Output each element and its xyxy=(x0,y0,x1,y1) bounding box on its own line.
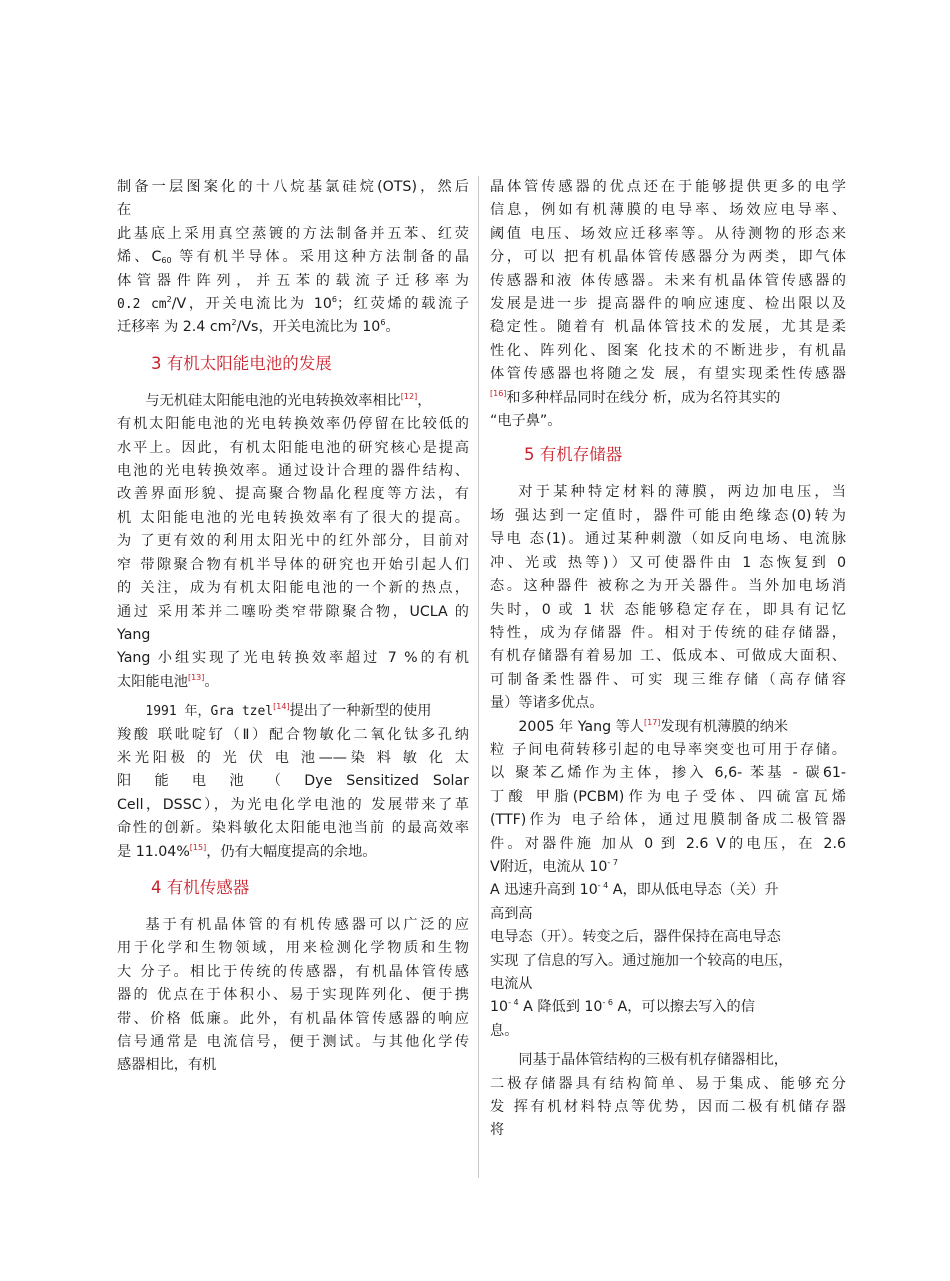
section-heading-4: 4 有机传感器 xyxy=(151,877,250,897)
citation-ref: [13] xyxy=(187,672,205,682)
text-line: Yang 小组实现了光电转换效率超过 7 %的有机 xyxy=(117,650,469,667)
text-line: 信息，例如有机薄膜的电导率、场效应电导率、 xyxy=(490,202,846,219)
text-line: 与无机硅太阳能电池的光电转换效率相比[12]， xyxy=(145,391,432,409)
text-line: 体 管 器 件 阵 列 ， 并 五 苯 的 载 流 子 迁 移 率 为 xyxy=(117,272,469,289)
text-line: “电子鼻”。 xyxy=(490,413,562,430)
text-line: 电池的光电转换效率。通过设计合理的器件结构、 xyxy=(117,463,469,480)
text-line: A 迅速升高到 $10^{- 4}$ A，即从低电导态（关）升 xyxy=(490,881,779,899)
text-line: 发 挥有机材料特点等优势，因而二极有机储存器 xyxy=(490,1099,846,1116)
citation-ref: [15] xyxy=(189,842,207,852)
text-line: 有机太阳能电池的光电转换效率仍停留在比较低的 xyxy=(117,416,469,433)
text-line: 实现 了信息的写入。通过施加一个较高的电压， xyxy=(490,952,793,969)
text-line: 量）等诸多优点。 xyxy=(490,695,604,712)
text-line: 太阳能电池[13]。 xyxy=(117,672,219,690)
text-line: 器的 优点在于体积小、易于实现阵列化、便于携 xyxy=(117,987,469,1004)
text-line: 制备一层图案化的十八烷基氯硅烷(OTS)，然后 xyxy=(117,179,469,195)
text-line: 高到高 xyxy=(490,905,533,922)
text-line: 羧酸 联吡啶钌（Ⅱ）配合物敏化二氧化钛多孔纳 xyxy=(117,726,469,743)
text-line: 对于某种特定材料的薄膜，两边加电压，当 xyxy=(518,484,846,501)
text-line: 0.2 $cm^2/V$，开关电流比为 $10^6$；红荧烯的载流子 xyxy=(117,295,469,313)
text-line: 稳定性。随着有 机晶体管技术的发展，尤其是柔 xyxy=(490,319,846,336)
text-line: 丁酸 甲脂(PCBM)作为电子受体、四硫富瓦烯 xyxy=(490,788,846,805)
text-line: Yang xyxy=(117,626,151,643)
citation-ref: [16] xyxy=(490,388,507,398)
text-line: 发展是进一步 提高器件的响应速度、检出限以及 xyxy=(490,296,846,313)
text-line: 迁移率 为 2.4 $cm^2/Vs$，开关电流比为 $10^6$。 xyxy=(117,318,400,336)
left-column xyxy=(117,176,469,1078)
text-line: 米光阳极 的 光 伏 电 池——染 料 敏 化 太 xyxy=(117,749,469,766)
text-line: 导电 态(1)。通过某种刺激（如反向电场、电流脉 xyxy=(490,531,846,548)
text-line: 电导态（开）。转变之后，器件保持在高电导态 xyxy=(490,929,781,946)
text-line: 将 xyxy=(490,1122,505,1139)
text-line: 冲、光或 热等)）又可使器件由 1 态恢复到 0 xyxy=(490,554,846,571)
text-line: 阈值 电压、场效应迁移率等。从待测物的形态来 xyxy=(490,225,846,242)
text-line: 息。 xyxy=(490,1022,519,1039)
text-line: 粒 子间电荷转移引起的电导率突变也可用于存储。 xyxy=(490,741,846,758)
text-line: 烯、$C_{60}$ 等有机半导体。采用这种方法制备的晶 xyxy=(117,249,469,266)
text-line: [16]和多种样品同时在线分 析，成为名符其实的 xyxy=(490,388,781,406)
citation-ref: [17] xyxy=(644,717,661,727)
text-line: 性化、阵列化、图案 化技术的不断进步，有机晶 xyxy=(490,342,846,359)
text-line: 电流从 xyxy=(490,976,533,992)
text-line: 晶体管传感器的优点还在于能够提供更多的电学 xyxy=(490,179,846,195)
text-line: 基于有机晶体管的有机传感器可以广泛的应 xyxy=(145,916,469,933)
text-line: 特性，成为存储器 件。相对于传统的硅存储器， xyxy=(490,624,846,641)
text-line: 命性的创新。染料敏化太阳能电池当前 的最高效率 xyxy=(117,820,469,837)
text-line: 分，可以 把有机晶体管传感器分为两类，即气体 xyxy=(490,249,846,266)
text-line: 信号通常是 电流信号，便于测试。与其他化学传 xyxy=(117,1034,469,1050)
text-line: 通过 采用苯并二噻吩类窄带隙聚合物，UCLA 的 xyxy=(117,603,469,620)
text-line: 1991 年，Gra tzel[14]提出了一种新型的使用 xyxy=(145,702,432,720)
citation-ref: [12] xyxy=(400,391,418,401)
text-line: 大 分子。相比于传统的传感器，有机晶体管传感 xyxy=(117,963,469,980)
text-line: Cell，DSSC），为光电化学电池的 发展带来了革 xyxy=(117,796,469,813)
text-line: $10^{- 4}$ A 降低到 $10^{- 6}$ A，可以擦去写入的信 xyxy=(490,998,755,1016)
section-heading-5: 5 有机存储器 xyxy=(524,445,623,465)
text-line: 的 关注，成为有机太阳能电池的一个新的热点， xyxy=(117,580,469,597)
text-line: 体管传感器也将随之发 展，有望实现柔性传感器 xyxy=(490,366,846,383)
text-line: 为 了更有效的利用太阳光中的红外部分，目前对 xyxy=(117,533,469,550)
text-line: 有机存储器有着易加 工、低成本、可做成大面积、 xyxy=(490,648,846,665)
text-line: 二极存储器具有结构简单、易于集成、能够充分 xyxy=(490,1075,846,1092)
text-line: 传感器和液 体传感器。未来有机晶体管传感器的 xyxy=(490,272,846,289)
text-line: 水平上。因此，有机太阳能电池的研究核心是提高 xyxy=(117,439,469,456)
text-line: (TTF)作为 电子给体，通过甩膜制备成二极管器 xyxy=(490,812,846,829)
text-line: 感器相比，有机 xyxy=(117,1057,217,1074)
text-line: 机 太阳能电池的光电转换效率有了很大的提高。 xyxy=(117,509,469,526)
text-line: 以 聚苯乙烯作为主体，掺入 6,6- 苯基 - 碳61- xyxy=(490,765,846,782)
text-line: 窄 带隙聚合物有机半导体的研究也开始引起人们 xyxy=(117,556,469,573)
text-line: V附近，电流从 $10^{- 7}$ xyxy=(490,857,618,875)
text-line: 阳 能 电 池 （ Dye Sensitized Solar xyxy=(117,773,469,790)
text-line: 是 11.04%[15]，仍有大幅度提高的余地。 xyxy=(117,842,377,860)
section-heading-3: 3 有机太阳能电池的发展 xyxy=(151,353,332,373)
text-line: 态。这种器件 被称之为开关器件。当外加电场消 xyxy=(490,578,846,595)
text-line: 可制备柔性器件、可实 现三维存储（高存储容 xyxy=(490,671,846,688)
text-line: 此基底上采用真空蒸镀的方法制备并五苯、红荧 xyxy=(117,225,469,242)
column-divider xyxy=(478,176,479,1178)
text-line: 失时，0 或 1 状 态能够稳定存在，即具有记忆 xyxy=(490,601,846,618)
text-line: 场 强达到一定值时，器件可能由绝缘态(0)转为 xyxy=(490,507,846,524)
right-column xyxy=(490,176,846,1143)
text-line: 改善界面形貌、提高聚合物晶化程度等方法，有 xyxy=(117,486,469,503)
text-line: 用于化学和生物领域，用来检测化学物质和生物 xyxy=(117,940,469,957)
text-line: 在 xyxy=(117,202,132,219)
text-line: 件。对器件施 加从 0 到 2.6 V的电压，在 2.6 xyxy=(490,835,846,852)
text-line: 带、价格 低廉。此外，有机晶体管传感器的响应 xyxy=(117,1010,469,1027)
text-line: 2005 年 Yang 等人[17]发现有机薄膜的纳米 xyxy=(518,717,789,735)
text-line: 同基于晶体管结构的三极有机存储器相比， xyxy=(518,1052,788,1069)
citation-ref: [14] xyxy=(273,702,290,712)
